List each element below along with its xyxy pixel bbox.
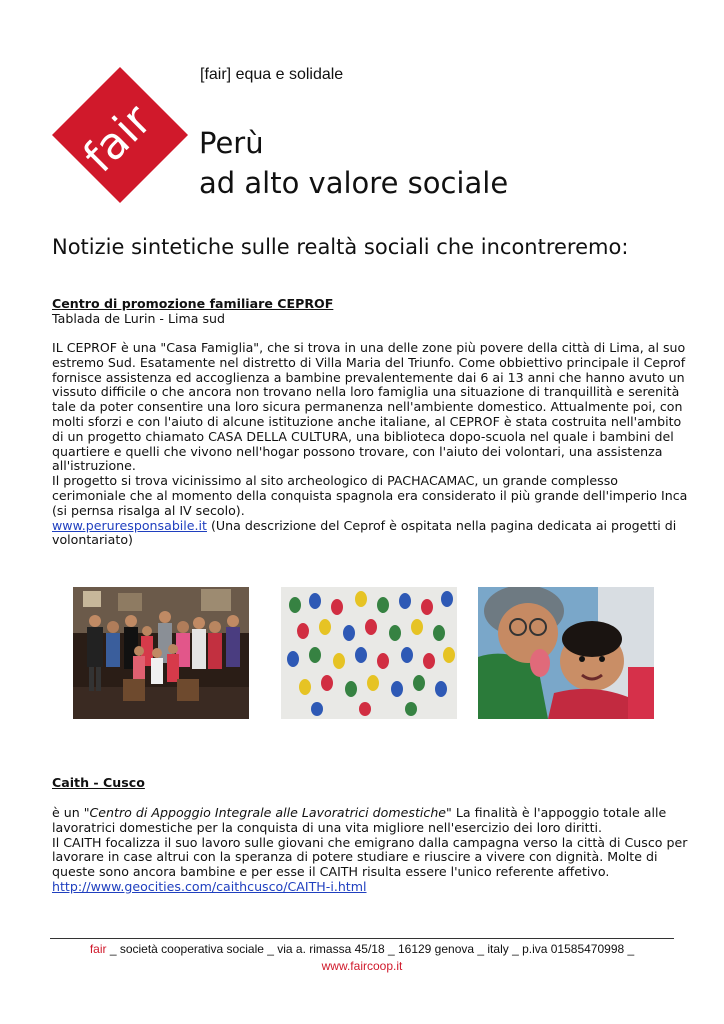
page-title (199, 123, 508, 203)
body-line: cerimoniale che al momento della conquista spagnola era considerato il più grande dell'imperio Inca (52, 487, 688, 503)
footer-brand: fair (89, 942, 107, 956)
caith-website-link[interactable]: http://www.geocities.com/caithcusco/CAITH-i.html (52, 878, 367, 894)
body-line (52, 806, 676, 821)
section-ceprof-heading: Centro di promozione familiare CEPROF (52, 296, 334, 311)
body-line: quartiere e quelli che vivono nell'hogar possono trovare, con l'aiuto dei volontari, una assistenza (52, 443, 663, 459)
peruresponsabile-link[interactable]: www.peruresponsabile.it (52, 517, 207, 533)
body-line: volontariato) (52, 532, 133, 548)
caith-line1-suffix: " La finalità è l'appoggio totale alle (446, 805, 667, 820)
body-line: vissuto difficile o che ancora non trovano nella loro famiglia una situazione di tranquillità e serenità (52, 384, 680, 400)
fair-logo (52, 67, 188, 203)
section-caith-heading: Caith - Cusco (52, 775, 145, 790)
footer-website[interactable]: www.faircoop.it (321, 959, 403, 973)
body-line: queste sono ancora bambine e per esse il CAITH risulta essere l'unico referente affetivo. (52, 864, 610, 880)
caith-line1-prefix: è un " (52, 805, 90, 820)
title-line-2: ad alto valore sociale (199, 166, 509, 200)
footer-divider (50, 938, 674, 939)
body-line: Il progetto si trova vicinissimo al sito archeologico di PACHACAMAC, un grande complesso (52, 473, 618, 489)
body-line: Il CAITH focalizza il suo lavoro sulle giovani che emigrano dalla campagna verso la città di Cusco per (52, 834, 688, 850)
section-ceprof-body (52, 340, 688, 548)
body-line: estremo Sud. Esatamente nel distretto di Villa Maria del Triunfo. Come obbiettivo principale il Ceprof (52, 354, 686, 370)
section-ceprof-location: Tablada de Lurin - Lima sud (52, 311, 226, 326)
footer-company-info (0, 942, 724, 956)
body-line: lavorare in case altrui con la speranza di potere studiare e riuscire a vivere con dignità. Molte di (52, 849, 658, 865)
section-caith-body (52, 805, 688, 895)
body-line: di un progetto chiamato CASA DELLA CULTURA, una biblioteca dopo-scuola nel quale i bambini del (52, 428, 674, 444)
body-line-link (52, 880, 676, 895)
photo-group-children (73, 587, 249, 719)
photo-handprints (281, 587, 457, 719)
link-description: (Una descrizione del Ceprof è ospitata nella pagina dedicata ai progetti di (207, 517, 677, 533)
subtitle: Notizie sintetiche sulle realtà sociali che incontreremo: (52, 235, 629, 259)
tagline: [fair] equa e solidale (200, 66, 344, 83)
footer-text: _ società cooperativa sociale _ via a. rimassa 45/18 _ 16129 genova _ italy _ p.iva 01585470998 _ (106, 942, 635, 956)
body-line: fornisce assistenza ed accoglienza a bambine prevalentemente dai 6 ai 13 anni che hanno avuto un (52, 369, 685, 385)
body-line: IL CEPROF è una "Casa Famiglia", che si trova in una delle zone più povere della città di Lima, al suo (52, 340, 686, 355)
body-line: (si pernsa risalga al IV secolo). (52, 502, 245, 518)
body-line: lavoratrici domestiche per la conquista di una vita migliore nell'esercizio dei loro diritti. (52, 819, 603, 835)
body-line: molti sforzi e con l'aiuto di alcune istituzione anche italiane, al CEPROF è stata costruita nell'ambito (52, 413, 682, 429)
caith-center-name: Centro di Appoggio Integrale alle Lavoratrici domestiche (89, 805, 447, 820)
body-line: tale da poter consentire una loro sicura permanenza nell'ambiente domestico. Attualmente poi, con (52, 399, 683, 415)
body-line: all'istruzione. (52, 458, 136, 474)
fair-logo-text: fair (73, 94, 162, 183)
title-line-1: Perù (199, 126, 264, 160)
body-line-link (52, 519, 676, 534)
photo-girl-and-child (478, 587, 654, 719)
